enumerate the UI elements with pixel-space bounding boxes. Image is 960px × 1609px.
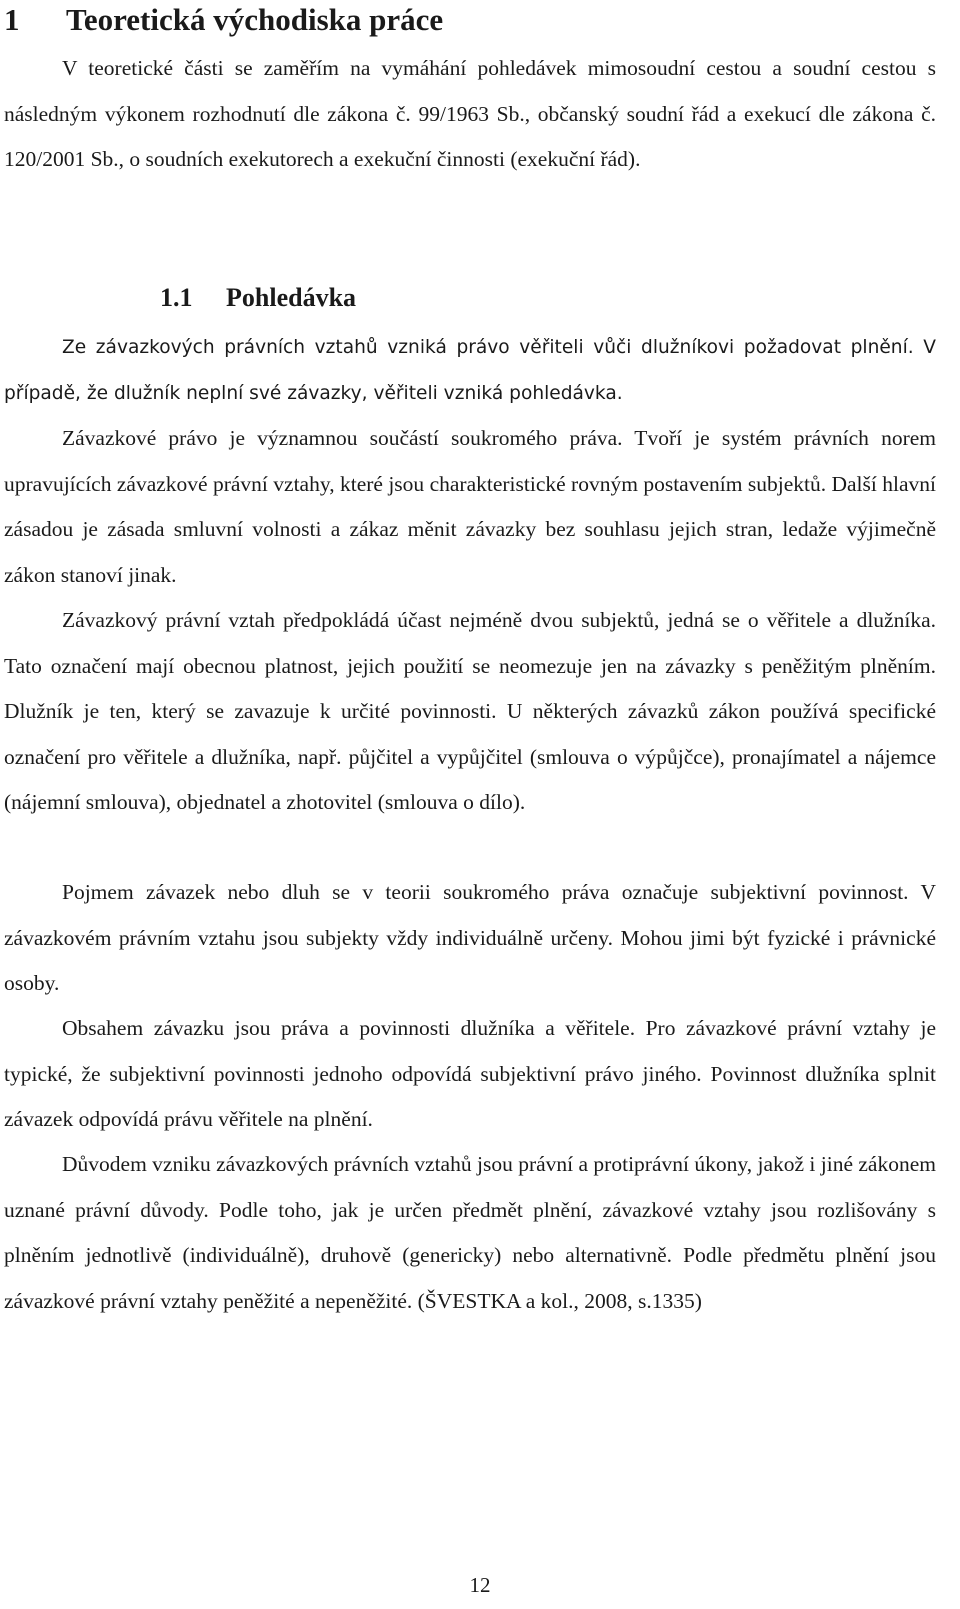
paragraph: Pojmem závazek nebo dluh se v teorii soukromého práva označuje subjektivní povinnost. V závazkovém právním vztahu jsou subjekty vždy individuálně určeny. Mohou jimi být fyzické i právnické osoby. — [4, 880, 936, 996]
chapter-title: Teoretická východiska práce — [66, 2, 444, 37]
paragraph: Důvodem vzniku závazkových právních vztahů jsou právní a protiprávní úkony, jakož i jiné zákonem uznané právní důvody. Podle toho, jak je určen předmět plnění, závazkové vztahy jsou rozlišovány s plněním jednotlivě (individuálně), druhově (genericky) nebo alternativně. Podle předmětu plnění jsou závazkové právní vztahy peněžité a nepeněžité. (ŠVESTKA a kol., 2008, s.1335) — [4, 1152, 936, 1313]
paragraph: Závazkové právo je významnou součástí soukromého práva. Tvoří je systém právních norem upravujících závazkové právní vztahy, které jsou charakteristické rovným postavením subjektů. Další hlavní zásadou je zásada smluvní volnosti a zákaz měnit závazky bez souhlasu jejich stran, ledaže výjimečně zákon stanoví jinak. — [4, 426, 936, 587]
page-number: 12 — [469, 1573, 491, 1597]
paragraph: Závazkový právní vztah předpokládá účast nejméně dvou subjektů, jedná se o věřitele a dlužníka. Tato označení mají obecnou platnost, jejich použití se neomezuje jen na závazky s peněžitým plněním. Dlužník je ten, který se zavazuje k určité povinnosti. U některých závazků zákon používá specifické označení pro věřitele a dlužníka, např. půjčitel a vypůjčitel (smlouva o výpůjčce), pronajímatel a nájemce (nájemní smlouva), objednatel a zhotovitel (smlouva o dílo). — [4, 608, 936, 815]
chapter-number: 1 — [4, 2, 20, 37]
section-title: Pohledávka — [226, 283, 357, 312]
intro-paragraph: V teoretické části se zaměřím na vymáhání pohledávek mimosoudní cestou a soudní cestou s následným výkonem rozhodnutí dle zákona č. 99/1963 Sb., občanský soudní řád a exekucí dle zákona č. 120/2001 Sb., o soudních exekutorech a exekuční činnosti (exekuční řád). — [4, 56, 936, 172]
chapter-heading — [4, 0, 443, 40]
section-number: 1.1 — [160, 283, 193, 312]
paragraph: Obsahem závazku jsou práva a povinnosti dlužníka a věřitele. Pro závazkové právní vztahy je typické, že subjektivní povinnosti jednoho odpovídá subjektivní právo jiného. Povinnost dlužníka splnit závazek odpovídá právu věřitele na plnění. — [4, 1016, 936, 1132]
paragraph: Ze závazkových právních vztahů vzniká právo věřiteli vůči dlužníkovi požadovat plnění. V případě, že dlužník neplní své závazky, věřiteli vzniká pohledávka. — [4, 337, 936, 404]
section-heading — [160, 280, 356, 316]
